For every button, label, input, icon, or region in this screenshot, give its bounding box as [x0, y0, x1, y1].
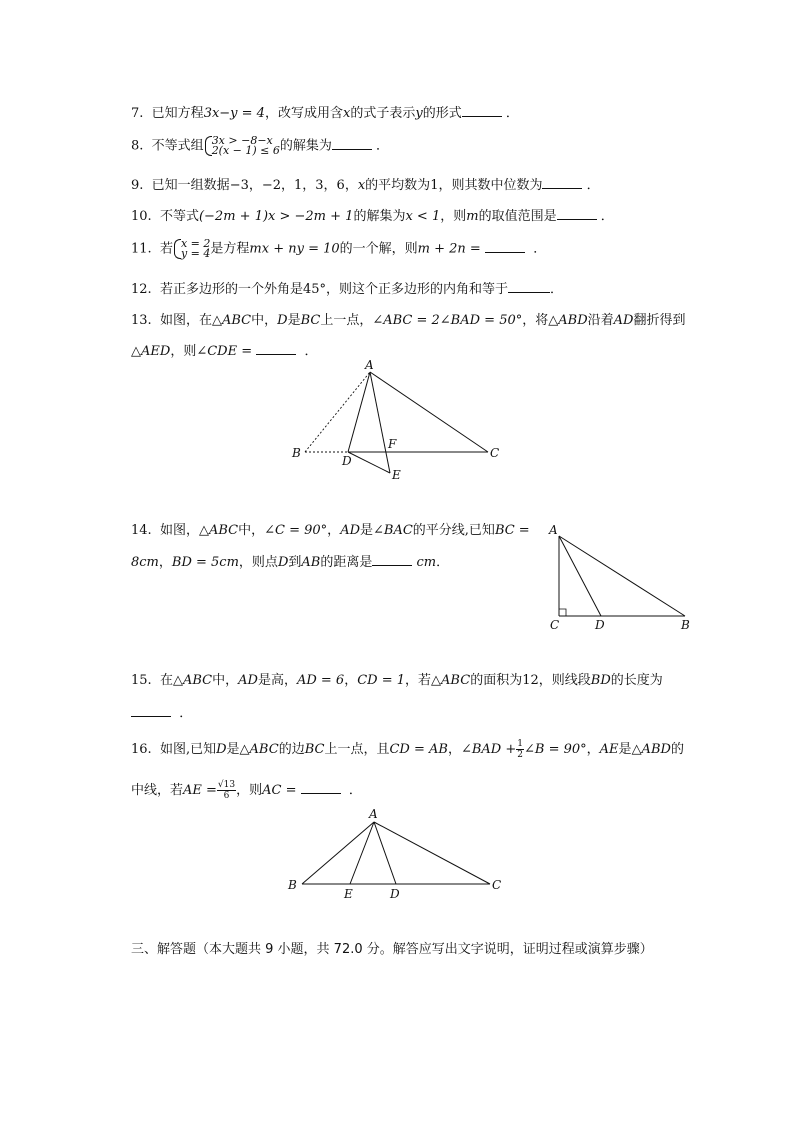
segment-de — [348, 452, 390, 473]
figure-13 — [280, 360, 520, 485]
segment-ab — [559, 536, 685, 616]
answer-blank[interactable] — [542, 176, 582, 189]
question-15: 15. 在△ABC中，AD是高，AD = 6，CD = 1，若△ABC的面积为12，则线段BD的长度为 — [131, 673, 663, 688]
segment-ae — [350, 822, 374, 884]
label-b: B — [288, 878, 297, 892]
question-16-line2: 中线，若AE = $\frac{√13}{6}$ ，则AC = ． — [131, 780, 362, 801]
question-8: 8. 不等式组 3x > −8−x 2(x − 1) ≤ 6 的解集为 ． — [131, 134, 390, 157]
question-11: 11. 若 x = 2 y = 4 是方程mx + ny = 10的一个解，则m + 2n = ． — [131, 237, 547, 260]
question-12: 12. 若正多边形的一个外角是45°，则这个正多边形的内角和等于 ． — [131, 282, 564, 297]
segment-ab-dashed — [305, 372, 370, 452]
label-d: D — [390, 887, 400, 901]
question-14: 14. 如图，△ABC中，∠C = 90°，AD是∠BAC的平分线,已知BC = — [131, 523, 530, 538]
label-f: F — [388, 437, 397, 451]
answer-blank[interactable] — [131, 704, 171, 717]
label-a: A — [549, 523, 558, 537]
fraction-half: $\frac{1}{2}$ — [517, 739, 523, 760]
segment-ab — [302, 822, 374, 884]
segment-ac — [374, 822, 490, 884]
question-15-line2: ． — [131, 704, 192, 723]
answer-blank[interactable] — [557, 207, 597, 220]
question-16: 16. 如图,已知D是△ABC的边BC上一点，且CD = AB，∠BAD + $\frac{1}{2}$ ∠B = 90°，AE是△ABD的 — [131, 739, 684, 760]
label-c: C — [550, 618, 560, 632]
question-13: 13. 如图，在△ABC中，D是BC上一点，∠ABC = 2∠BAD = 50°，将△ABD沿着AD翻折得到 — [131, 313, 686, 328]
figure-14 — [540, 520, 700, 635]
fraction-sqrt13-over-6: $\frac{√13}{6}$ — [217, 780, 236, 801]
label-b: B — [681, 618, 690, 632]
label-c: C — [492, 878, 502, 892]
equation-system: x = 2 y = 4 — [173, 239, 210, 259]
label-c: C — [490, 446, 500, 460]
question-13-line2: △AED，则∠CDE = ． — [131, 344, 318, 359]
right-angle-mark — [559, 609, 566, 616]
answer-blank[interactable] — [485, 240, 525, 253]
segment-ad — [348, 372, 370, 452]
question-7: 7. 已知方程3x−y = 4，改写成用含x的式子表示y的形式 ． — [131, 106, 519, 121]
answer-blank[interactable] — [372, 553, 412, 566]
segment-ae — [370, 372, 390, 473]
answer-blank[interactable] — [462, 104, 502, 117]
answer-blank[interactable] — [508, 280, 550, 293]
answer-blank[interactable] — [301, 781, 341, 794]
label-a: A — [369, 807, 378, 821]
label-b: B — [292, 446, 301, 460]
label-e: E — [392, 468, 401, 482]
section-heading-3: 三、解答题（本大题共 9 小题，共 72.0 分。解答应写出文字说明，证明过程或演算步骤） — [131, 942, 653, 957]
segment-ad — [559, 536, 601, 616]
inequality-system: 3x > −8−x 2(x − 1) ≤ 6 — [204, 136, 280, 156]
question-10: 10. 不等式(−2m + 1)x > −2m + 1的解集为x < 1，则m的取值范围是 ． — [131, 209, 614, 224]
question-14-line2: 8cm，BD = 5cm，则点D到AB的距离是 cm． — [131, 555, 450, 570]
label-a: A — [365, 358, 374, 372]
answer-blank[interactable] — [332, 137, 372, 150]
segment-ad — [374, 822, 396, 884]
label-d: D — [342, 454, 352, 468]
figure-16 — [280, 806, 510, 906]
label-e: E — [344, 887, 353, 901]
label-d: D — [595, 618, 605, 632]
question-9: 9. 已知一组数据−3，−2，1，3，6，x的平均数为1，则其数中位数为 ． — [131, 178, 600, 193]
answer-blank[interactable] — [256, 342, 296, 355]
